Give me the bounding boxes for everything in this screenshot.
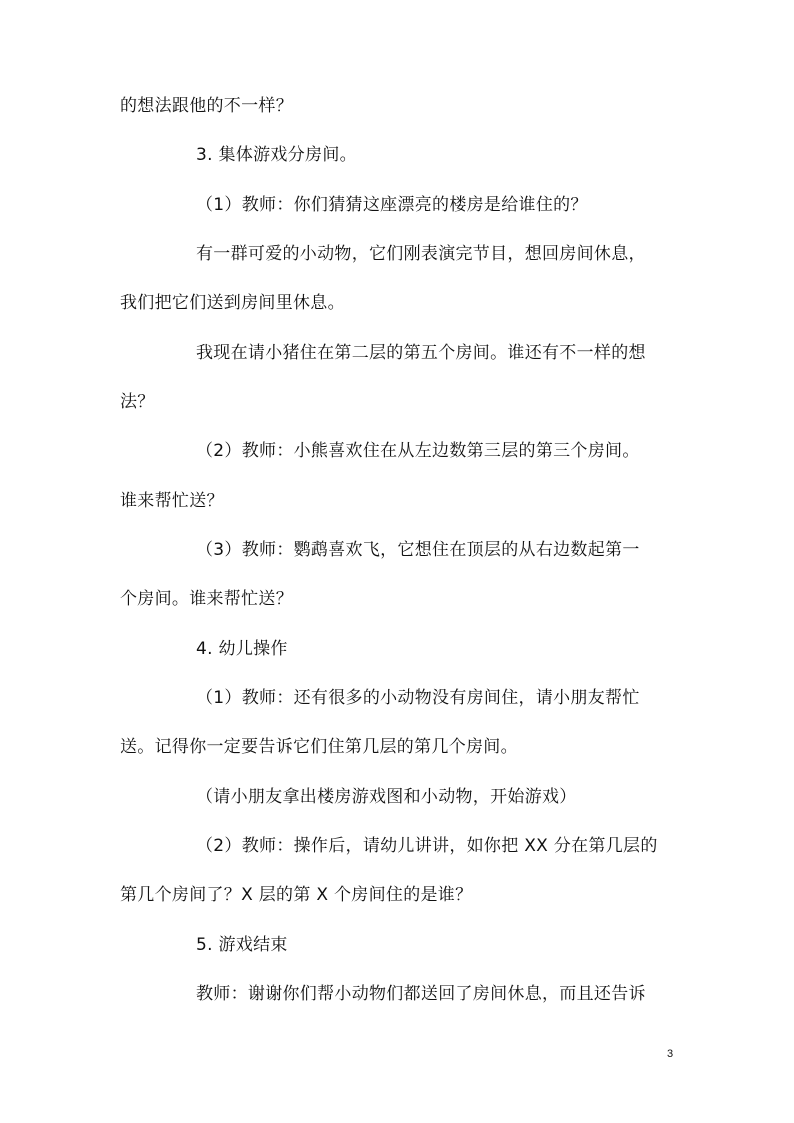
section-heading-4: 4. 幼儿操作 xyxy=(196,639,288,659)
text-line-4: 有一群可爱的小动物，它们刚表演完节目，想回房间休息， xyxy=(196,244,646,264)
text-line-6: 我现在请小猪住在第二层的第五个房间。谁还有不一样的想 xyxy=(196,343,646,363)
text-line-17: 第几个房间了？X 层的第 X 个房间住的是谁？ xyxy=(120,885,473,905)
text-line-8: （2）教师：小熊喜欢住在从左边数第三层的第三个房间。 xyxy=(196,441,640,461)
text-line-10: （3）教师：鹦鹉喜欢飞，它想住在顶层的从右边数起第一 xyxy=(196,540,640,560)
text-line-5: 我们把它们送到房间里休息。 xyxy=(120,293,345,313)
page-number: 3 xyxy=(667,1048,674,1060)
text-line-7: 法？ xyxy=(120,392,155,412)
text-line-9: 谁来帮忙送？ xyxy=(120,491,224,511)
text-line-15: （请小朋友拿出楼房游戏图和小动物，开始游戏） xyxy=(196,787,577,807)
section-heading-3: 3. 集体游戏分房间。 xyxy=(196,145,357,165)
text-line-19: 教师：谢谢你们帮小动物们都送回了房间休息，而且还告诉 xyxy=(196,984,646,1004)
text-line-16: （2）教师：操作后，请幼儿讲讲，如你把 XX 分在第几层的 xyxy=(196,836,658,856)
text-line-1: 的想法跟他的不一样？ xyxy=(120,96,293,116)
text-line-3: （1）教师：你们猜猜这座漂亮的楼房是给谁住的？ xyxy=(196,195,588,215)
text-line-14: 送。记得你一定要告诉它们住第几层的第几个房间。 xyxy=(120,737,518,757)
text-line-13: （1）教师：还有很多的小动物没有房间住，请小朋友帮忙 xyxy=(196,688,640,708)
section-heading-5: 5. 游戏结束 xyxy=(196,935,288,955)
text-line-11: 个房间。谁来帮忙送？ xyxy=(120,589,293,609)
